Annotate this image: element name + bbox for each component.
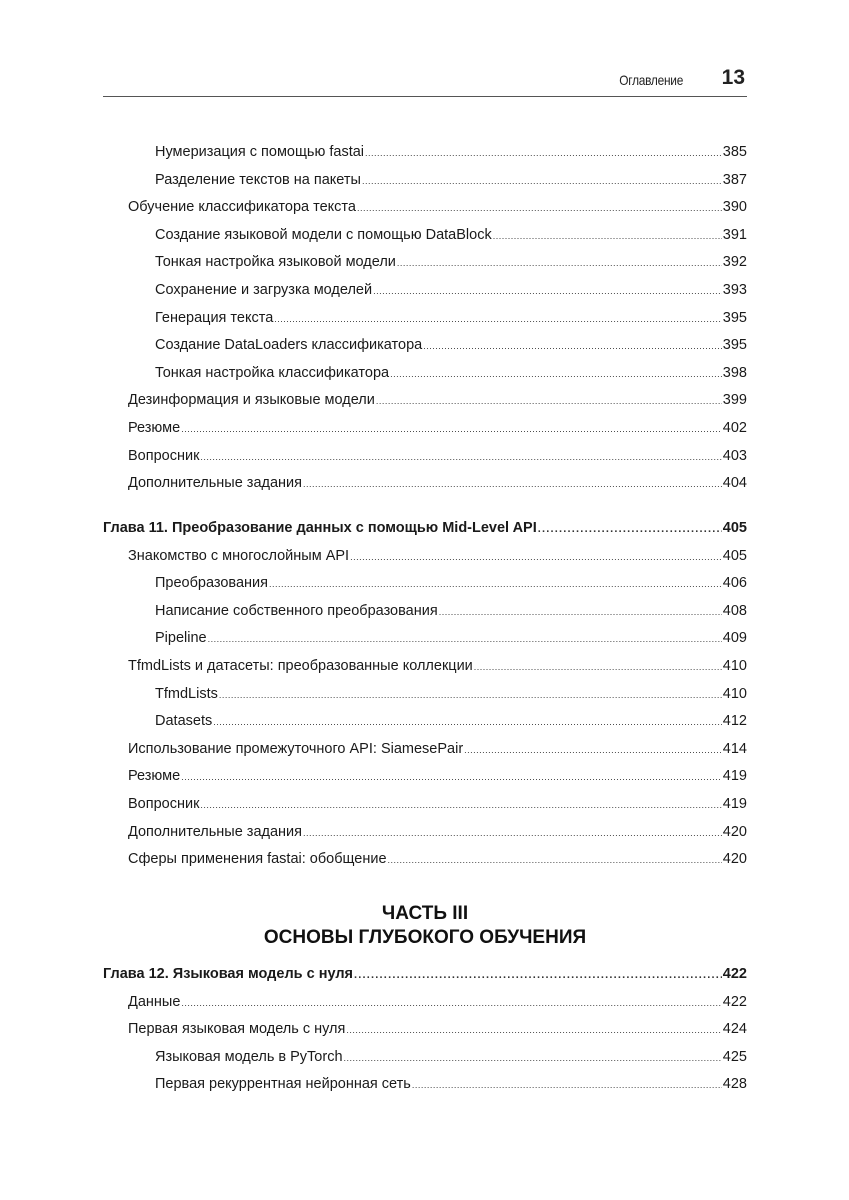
dot-leader bbox=[219, 686, 722, 702]
dot-leader bbox=[303, 824, 722, 840]
toc-entry[interactable] bbox=[103, 420, 747, 442]
toc-entry[interactable] bbox=[103, 448, 747, 470]
toc-entry-title: Генерация текста bbox=[155, 309, 274, 326]
toc-entry-title: Вопросник bbox=[128, 447, 200, 464]
dot-leader bbox=[373, 282, 722, 298]
toc-entry[interactable] bbox=[103, 199, 747, 221]
toc-entry-title: Разделение текстов на пакеты bbox=[155, 171, 361, 188]
toc-entry-page: 410 bbox=[722, 685, 747, 702]
dot-leader bbox=[376, 392, 722, 408]
toc-entry[interactable] bbox=[103, 824, 747, 846]
toc-entry[interactable] bbox=[103, 796, 747, 818]
dot-leader bbox=[439, 603, 722, 619]
toc-entry-title: Сохранение и загрузка моделей bbox=[155, 282, 373, 298]
header-page-number: 13 bbox=[721, 66, 745, 89]
toc-entry-title: Дезинформация и языковые модели bbox=[128, 392, 375, 409]
toc-entry[interactable] bbox=[103, 768, 747, 790]
toc-entry-title: Данные bbox=[128, 993, 181, 1010]
toc-entry-title: Сферы применения fastai: обобщение bbox=[128, 851, 387, 868]
toc-entry-title: Создание DataLoaders классификатора bbox=[155, 337, 423, 354]
dot-leader bbox=[388, 851, 722, 867]
dot-leader bbox=[208, 630, 722, 646]
dot-leader bbox=[397, 254, 722, 270]
toc-entry-title: Нумеризация с помощью fastai bbox=[155, 144, 365, 160]
toc-entry-page: 408 bbox=[722, 602, 747, 619]
toc-entry-page: 410 bbox=[722, 658, 747, 674]
dot-leader bbox=[538, 520, 722, 536]
toc-entry[interactable] bbox=[103, 254, 747, 276]
toc-entry[interactable] bbox=[103, 603, 747, 625]
dot-leader bbox=[412, 1076, 722, 1092]
toc-entry-page: 395 bbox=[722, 309, 747, 326]
toc-entry[interactable] bbox=[103, 658, 747, 680]
toc-entry-title: Дополнительные задания bbox=[128, 823, 303, 840]
toc-entry-title: Тонкая настройка языковой модели bbox=[155, 254, 396, 271]
toc-entry-title: Вопросник bbox=[128, 796, 200, 812]
toc-entry[interactable] bbox=[103, 630, 747, 652]
dot-leader bbox=[274, 310, 722, 326]
dot-leader bbox=[181, 768, 722, 784]
toc-entry-page: 419 bbox=[722, 768, 747, 785]
toc-entry-title: Первая рекуррентная нейронная сеть bbox=[155, 1076, 411, 1093]
toc-entry-page: 391 bbox=[722, 226, 747, 243]
dot-leader bbox=[493, 227, 722, 243]
toc-entry-page: 403 bbox=[722, 447, 747, 464]
toc-entry-page: 402 bbox=[722, 420, 747, 436]
toc-entry-page: 425 bbox=[722, 1048, 747, 1065]
toc-entry-title: Pipeline bbox=[155, 630, 207, 647]
toc-entry-page: 405 bbox=[722, 547, 747, 564]
toc-entry-title: Глава 11. Преобразование данных с помощью Mid-Level API bbox=[103, 520, 537, 536]
toc-entry-title: TfmdLists и датасеты: преобразованные коллекции bbox=[128, 658, 473, 674]
dot-leader bbox=[474, 658, 722, 674]
toc-entry-page: 406 bbox=[722, 575, 747, 592]
toc-entry-title: Datasets bbox=[155, 713, 213, 730]
dot-leader bbox=[357, 199, 722, 215]
dot-leader bbox=[365, 144, 722, 160]
toc-entry-page: 399 bbox=[722, 392, 747, 409]
toc-entry-page: 414 bbox=[722, 740, 747, 757]
toc-entry[interactable] bbox=[103, 1049, 747, 1071]
toc-entry[interactable] bbox=[103, 172, 747, 194]
dot-leader bbox=[181, 420, 722, 436]
toc-entry-page: 405 bbox=[722, 520, 747, 536]
dot-leader bbox=[390, 365, 722, 381]
toc-entry[interactable] bbox=[103, 310, 747, 332]
toc-entry-page: 404 bbox=[722, 475, 747, 492]
part-number: ЧАСТЬ III bbox=[381, 903, 469, 924]
dot-leader bbox=[350, 548, 722, 564]
toc-entry-page: 419 bbox=[722, 796, 747, 812]
toc-entry[interactable] bbox=[103, 851, 747, 873]
toc-entry-page: 395 bbox=[722, 337, 747, 354]
toc-entry[interactable] bbox=[103, 282, 747, 304]
toc-entry[interactable] bbox=[103, 994, 747, 1016]
dot-leader bbox=[362, 172, 722, 188]
toc-entry-title: Написание собственного преобразования bbox=[155, 602, 438, 619]
toc-entry-title: Тонкая настройка классификатора bbox=[155, 364, 390, 381]
toc-entry-page: 392 bbox=[722, 254, 747, 271]
toc-entry-page: 422 bbox=[722, 993, 747, 1010]
toc-entry-title: Преобразования bbox=[155, 575, 268, 592]
dot-leader bbox=[269, 575, 722, 591]
toc-entry-page: 398 bbox=[722, 364, 747, 381]
part-heading bbox=[103, 902, 747, 950]
toc-entry[interactable] bbox=[103, 1021, 747, 1043]
toc-entry-page: 393 bbox=[722, 282, 747, 298]
toc-entry-page: 428 bbox=[722, 1076, 747, 1093]
toc-entry[interactable] bbox=[103, 1076, 747, 1098]
dot-leader bbox=[303, 475, 722, 491]
toc-entry-title: TfmdLists bbox=[155, 685, 218, 702]
toc-chapter-entry[interactable] bbox=[103, 520, 747, 542]
toc-entry-title: Языковая модель в PyTorch bbox=[155, 1048, 343, 1065]
dot-leader bbox=[213, 713, 722, 729]
toc-entry-title: Резюме bbox=[128, 768, 181, 785]
toc-entry[interactable] bbox=[103, 548, 747, 570]
toc-entry-page: 412 bbox=[722, 713, 747, 730]
toc-entry-title: Глава 12. Языковая модель с нуля bbox=[103, 966, 354, 982]
toc-entry[interactable] bbox=[103, 392, 747, 414]
dot-leader bbox=[200, 796, 721, 812]
toc-entry[interactable] bbox=[103, 686, 747, 708]
running-header bbox=[103, 62, 747, 97]
toc-entry[interactable] bbox=[103, 365, 747, 387]
toc-entry-page: 390 bbox=[722, 199, 747, 216]
toc-entry[interactable] bbox=[103, 337, 747, 359]
toc-entry-page: 420 bbox=[722, 823, 747, 840]
dot-leader bbox=[344, 1049, 722, 1065]
toc-entry[interactable] bbox=[103, 144, 747, 166]
toc-entry-title: Первая языковая модель с нуля bbox=[128, 1021, 346, 1038]
dot-leader bbox=[346, 1021, 721, 1037]
toc-entry-page: 409 bbox=[722, 630, 747, 647]
toc-entry[interactable] bbox=[103, 713, 747, 735]
toc-entry-page: 420 bbox=[722, 851, 747, 868]
toc-entry-page: 387 bbox=[722, 171, 747, 188]
toc-entry[interactable] bbox=[103, 575, 747, 597]
toc-entry-title: Дополнительные задания bbox=[128, 475, 303, 492]
toc-entry-title: Знакомство с многослойным API bbox=[128, 547, 350, 564]
toc-entry-title: Обучение классификатора текста bbox=[128, 199, 356, 216]
toc-entry-page: 422 bbox=[722, 966, 747, 982]
toc-entry[interactable] bbox=[103, 227, 747, 249]
dot-leader bbox=[181, 994, 721, 1010]
toc-entry[interactable] bbox=[103, 741, 747, 763]
toc-entry-title: Использование промежуточного API: SiamesePair bbox=[128, 740, 464, 757]
toc-chapter-entry[interactable] bbox=[103, 966, 747, 988]
dot-leader bbox=[354, 966, 722, 982]
toc-entry-title: Резюме bbox=[128, 420, 181, 436]
toc-entry-title: Создание языковой модели с помощью DataBlock bbox=[155, 226, 492, 243]
header-section-title: Оглавление bbox=[619, 72, 683, 88]
part-title: ОСНОВЫ ГЛУБОКОГО ОБУЧЕНИЯ bbox=[263, 927, 587, 948]
dot-leader bbox=[200, 448, 721, 464]
dot-leader bbox=[464, 741, 722, 757]
toc-entry[interactable] bbox=[103, 475, 747, 497]
toc-entry-page: 424 bbox=[722, 1021, 747, 1038]
dot-leader bbox=[423, 337, 722, 353]
toc-entry-page: 385 bbox=[722, 144, 747, 160]
